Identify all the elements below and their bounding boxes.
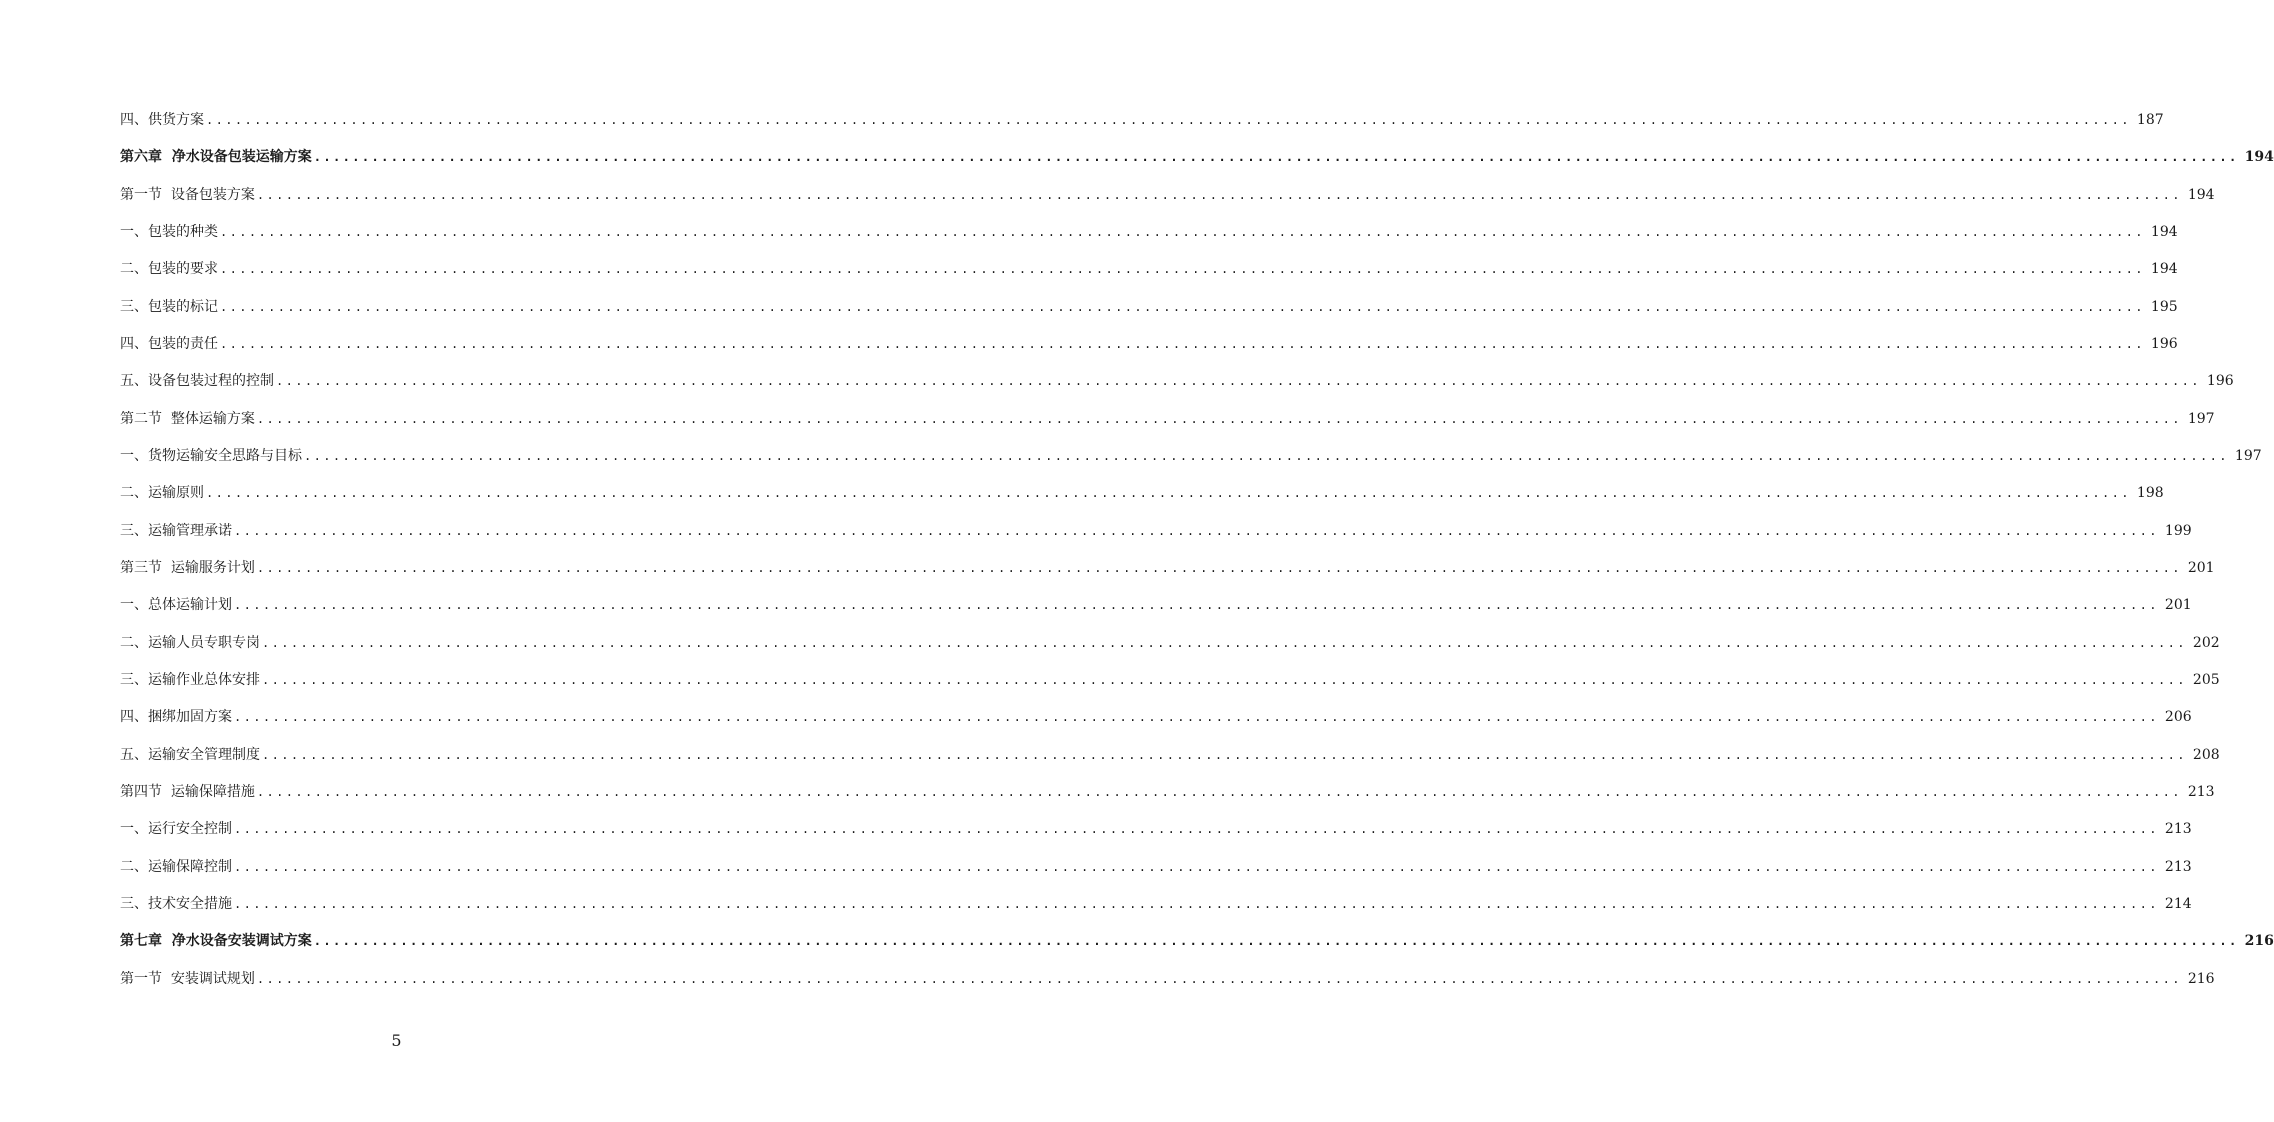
toc-item-entry[interactable] <box>120 331 2178 368</box>
dot-leader: ........................................................................................................................................................................................................ <box>220 336 2145 351</box>
dot-leader: ........................................................................................................................................................................................................ <box>234 710 2159 725</box>
toc-entry-page: 194 <box>2244 149 2274 166</box>
toc-entry-page: 202 <box>2192 634 2220 651</box>
toc-entry-page: 201 <box>2187 559 2215 576</box>
dot-leader: ........................................................................................................................................................................................................ <box>206 486 2131 501</box>
dot-leader: ........................................................................................................................................................................................................ <box>220 262 2145 277</box>
toc-entry-page: 216 <box>2187 970 2215 987</box>
dot-leader: ........................................................................................................................................................................................................ <box>256 560 2182 575</box>
toc-section-entry[interactable] <box>120 966 2215 1003</box>
dot-leader: ........................................................................................................................................................................................................ <box>234 598 2159 613</box>
toc-entry-title: 三、技术安全措施 <box>120 895 232 912</box>
toc-item-entry[interactable] <box>120 742 2220 779</box>
toc-item-entry[interactable] <box>120 256 2178 293</box>
toc-entry-title: 四、捆绑加固方案 <box>120 709 232 726</box>
toc-entry-title: 一、运行安全控制 <box>120 821 232 838</box>
toc-section-entry[interactable] <box>120 779 2215 816</box>
dot-leader: ........................................................................................................................................................................................................ <box>256 784 2182 799</box>
toc-entry-title: 第六章 净水设备包装运输方案 <box>120 149 312 166</box>
toc-entry-title: 一、包装的种类 <box>120 223 218 240</box>
toc-entry-title: 第三节 运输服务计划 <box>120 559 255 576</box>
toc-entry-page: 197 <box>2187 410 2215 427</box>
toc-item-entry[interactable] <box>120 891 2192 928</box>
toc-entry-page: 194 <box>2187 186 2215 203</box>
toc-entry-page: 196 <box>2150 335 2178 352</box>
dot-leader: ........................................................................................................................................................................................................ <box>276 374 2201 389</box>
toc-entry-title: 二、运输原则 <box>120 485 204 502</box>
toc-entry-title: 二、包装的要求 <box>120 261 218 278</box>
toc-item-entry[interactable] <box>120 107 2164 144</box>
toc-entry-page: 198 <box>2136 485 2164 502</box>
toc-entry-page: 194 <box>2150 223 2178 240</box>
page-number: 5 <box>391 1031 402 1050</box>
toc-chapter-entry[interactable] <box>120 928 2274 965</box>
toc-entry-title: 二、运输保障控制 <box>120 858 232 875</box>
dot-leader: ........................................................................................................................................................................................................ <box>234 822 2159 837</box>
dot-leader: ........................................................................................................................................................................................................ <box>234 859 2159 874</box>
table-of-contents <box>120 107 2274 1003</box>
toc-item-entry[interactable] <box>120 219 2178 256</box>
dot-leader: ........................................................................................................................................................................................................ <box>262 635 2187 650</box>
toc-entry-title: 五、设备包装过程的控制 <box>120 373 274 390</box>
toc-entry-page: 205 <box>2192 671 2220 688</box>
dot-leader: ........................................................................................................................................................................................................ <box>206 113 2131 127</box>
toc-item-entry[interactable] <box>120 368 2234 405</box>
toc-item-entry[interactable] <box>120 816 2192 853</box>
toc-item-entry[interactable] <box>120 667 2220 704</box>
dot-leader: ........................................................................................................................................................................................................ <box>304 448 2229 463</box>
toc-entry-title: 三、运输作业总体安排 <box>120 671 260 688</box>
toc-section-entry[interactable] <box>120 406 2215 443</box>
toc-entry-title: 一、总体运输计划 <box>120 597 232 614</box>
toc-entry-title: 第一节 安装调试规划 <box>120 970 255 987</box>
toc-entry-page: 213 <box>2164 858 2192 875</box>
toc-item-entry[interactable] <box>120 443 2262 480</box>
toc-entry-title: 四、包装的责任 <box>120 335 218 352</box>
dot-leader: ........................................................................................................................................................................................................ <box>256 187 2182 202</box>
toc-entry-page: 208 <box>2192 746 2220 763</box>
toc-entry-page: 199 <box>2164 522 2192 539</box>
dot-leader: ........................................................................................................................................................................................................ <box>234 896 2159 911</box>
toc-item-entry[interactable] <box>120 592 2192 629</box>
toc-entry-page: 213 <box>2164 821 2192 838</box>
toc-entry-title: 五、运输安全管理制度 <box>120 746 260 763</box>
toc-entry-page: 206 <box>2164 709 2192 726</box>
toc-entry-page: 213 <box>2187 783 2215 800</box>
dot-leader: ........................................................................................................................................................................................................ <box>313 934 2239 949</box>
toc-entry-title: 二、运输人员专职专岗 <box>120 634 260 651</box>
toc-entry-page: 197 <box>2234 447 2262 464</box>
toc-item-entry[interactable] <box>120 630 2220 667</box>
dot-leader: ........................................................................................................................................................................................................ <box>262 672 2187 687</box>
dot-leader: ........................................................................................................................................................................................................ <box>220 224 2145 239</box>
dot-leader: ........................................................................................................................................................................................................ <box>313 150 2239 165</box>
toc-entry-title: 一、货物运输安全思路与目标 <box>120 447 302 464</box>
toc-item-entry[interactable] <box>120 518 2192 555</box>
toc-section-entry[interactable] <box>120 182 2215 219</box>
toc-entry-title: 四、供货方案 <box>120 112 204 128</box>
toc-section-entry[interactable] <box>120 555 2215 592</box>
toc-entry-page: 195 <box>2150 298 2178 315</box>
dot-leader: ........................................................................................................................................................................................................ <box>256 411 2182 426</box>
toc-item-entry[interactable] <box>120 294 2178 331</box>
toc-item-entry[interactable] <box>120 480 2164 517</box>
toc-entry-page: 196 <box>2206 373 2234 390</box>
toc-item-entry[interactable] <box>120 704 2192 741</box>
dot-leader: ........................................................................................................................................................................................................ <box>234 523 2159 538</box>
dot-leader: ........................................................................................................................................................................................................ <box>256 971 2182 986</box>
toc-entry-page: 214 <box>2164 895 2192 912</box>
toc-entry-page: 201 <box>2164 597 2192 614</box>
toc-chapter-entry[interactable] <box>120 144 2274 181</box>
toc-entry-title: 第四节 运输保障措施 <box>120 783 255 800</box>
toc-entry-page: 194 <box>2150 261 2178 278</box>
toc-entry-title: 三、包装的标记 <box>120 298 218 315</box>
toc-entry-title: 第二节 整体运输方案 <box>120 410 255 427</box>
toc-entry-page: 187 <box>2136 112 2164 128</box>
toc-entry-page: 216 <box>2244 933 2274 950</box>
dot-leader: ........................................................................................................................................................................................................ <box>262 747 2187 762</box>
toc-entry-title: 第一节 设备包装方案 <box>120 186 255 203</box>
dot-leader: ........................................................................................................................................................................................................ <box>220 299 2145 314</box>
toc-item-entry[interactable] <box>120 854 2192 891</box>
toc-entry-title: 第七章 净水设备安装调试方案 <box>120 933 312 950</box>
toc-entry-title: 三、运输管理承诺 <box>120 522 232 539</box>
